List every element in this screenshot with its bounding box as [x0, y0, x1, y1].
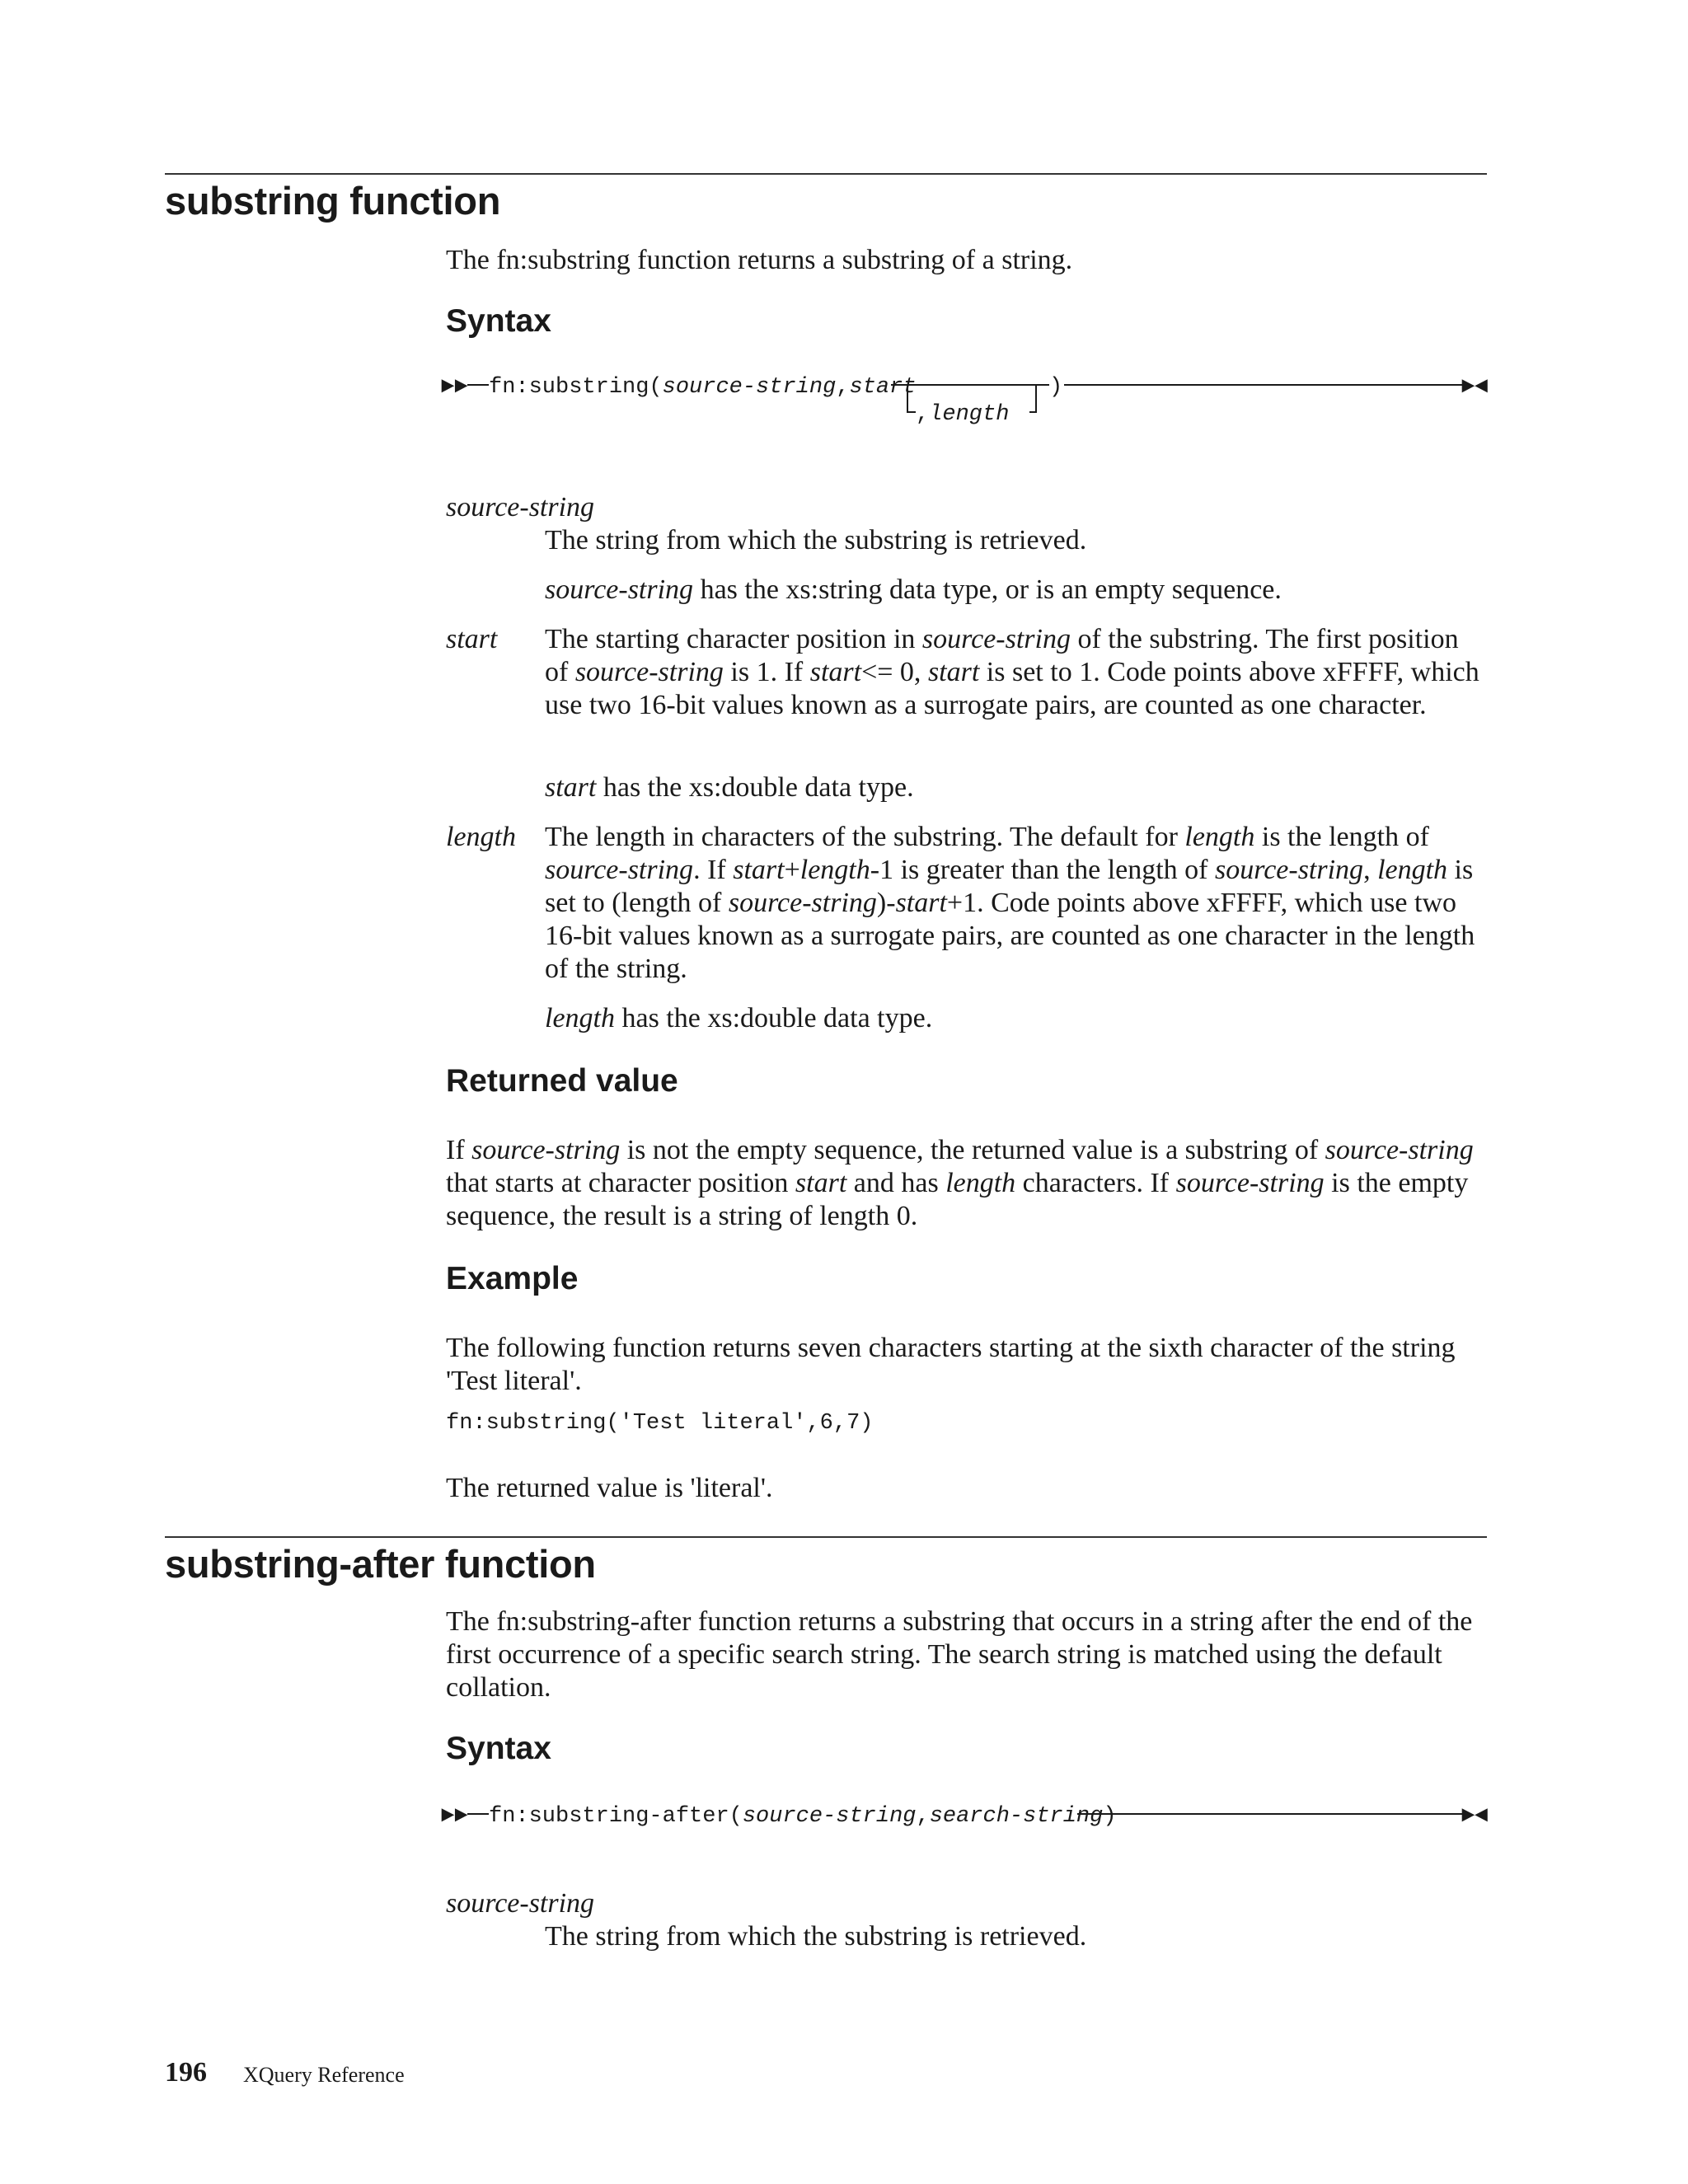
page-number: 196	[165, 2057, 207, 2088]
text-run-italic: source-string	[574, 657, 724, 687]
diagram-comma: ,	[916, 1804, 930, 1829]
diagram-comma: ,	[836, 375, 850, 400]
section-intro: The fn:substring function returns a substring of a string.	[446, 245, 1073, 275]
returned-value-heading: Returned value	[446, 1063, 678, 1099]
example-text: The following function returns seven characters starting at the sixth character of the string 'Test literal'.	[446, 1333, 1456, 1396]
section-title-substring-after: substring-after function	[165, 1542, 596, 1586]
diagram-func: fn:substring(	[489, 375, 663, 400]
text-run: +	[784, 855, 800, 885]
syntax-diagram-substring-after	[441, 1798, 1492, 1840]
text-run-italic: source-string	[471, 1135, 621, 1165]
text-run-italic: start	[733, 855, 785, 885]
text-run-italic: start	[895, 888, 947, 918]
text-run-italic: start	[927, 657, 980, 687]
diagram-func: fn:substring-after(	[489, 1804, 743, 1829]
section-divider	[165, 173, 1487, 175]
diagram-start-marker: ►►	[441, 1804, 468, 1829]
section-title-substring: substring function	[165, 179, 501, 223]
text-run: is set to (length of	[545, 855, 1474, 918]
diagram-expression	[489, 1804, 1117, 1829]
text-run-italic: source-string	[545, 855, 694, 885]
text-run-italic: length	[945, 1168, 1016, 1198]
diagram-arg-source-string: source-string	[742, 1804, 917, 1829]
param-term-source-string: source-string	[446, 492, 595, 523]
text-run-italic: source-string	[1215, 855, 1364, 885]
param-type-text: has the xs:string data type, or is an empty sequence.	[693, 574, 1282, 605]
diagram-arg-search-string: search-string	[929, 1804, 1104, 1829]
text-run: of the substring. The first position of	[545, 624, 1459, 687]
param-term-start: start	[446, 624, 498, 654]
text-run-italic: source-string	[728, 888, 877, 918]
param-type-text: has the xs:double data type.	[596, 772, 914, 803]
example-heading: Example	[446, 1261, 579, 1296]
text-run: is set to 1. Code points above xFFFF, which use two 16-bit values known as a surrogate pairs, are counted as one character.	[545, 657, 1479, 720]
text-run: . If	[693, 855, 734, 885]
diagram-optional-arg	[916, 402, 1009, 427]
returned-value-text	[446, 1134, 1489, 1233]
text-run: If	[446, 1135, 472, 1165]
diagram-close-paren: )	[1103, 1804, 1117, 1829]
param-type-text: has the xs:double data type.	[614, 1003, 933, 1033]
param-type-length	[545, 1002, 1489, 1035]
param-type-start	[545, 771, 1489, 804]
text-run: +1. Code points above xFFFF, which use two 16-bit values known as a surrogate pairs, are counted as one character in the length of the string.	[545, 888, 1475, 984]
text-run: and has	[846, 1168, 946, 1198]
example-code: fn:substring('Test literal',6,7)	[446, 1411, 874, 1436]
syntax-diagram-substring	[441, 369, 1492, 443]
syntax-heading: Syntax	[446, 303, 551, 339]
param-desc-source-string: The string from which the substring is retrieved.	[545, 1921, 1087, 1952]
text-run-italic: source-string	[921, 624, 1071, 654]
param-desc-length	[545, 821, 1489, 986]
text-run-italic: start	[795, 1168, 847, 1198]
text-run: )-	[876, 888, 896, 918]
section-divider	[165, 1536, 1487, 1538]
text-run-italic: length	[799, 855, 870, 885]
diagram-start-marker: ►►	[441, 375, 468, 400]
param-desc-start	[545, 623, 1489, 722]
diagram-close-paren: )	[1049, 375, 1063, 400]
text-run: -1 is greater than the length of	[870, 855, 1215, 885]
text-run: is 1. If	[723, 657, 810, 687]
text-run: is not the empty sequence, the returned value is a substring of	[620, 1135, 1325, 1165]
text-run: The length in characters of the substring. The default for	[545, 822, 1185, 852]
text-run: is the empty sequence, the result is a string of length 0.	[446, 1168, 1469, 1231]
section-intro: The fn:substring-after function returns a substring that occurs in a string after the end of the first occurrence of a specific search string. The search string is matched using the default collation.	[446, 1606, 1473, 1703]
diagram-arg-length: length	[929, 402, 1010, 427]
text-run-italic: source-string	[1325, 1135, 1474, 1165]
text-run-italic: length	[1377, 855, 1448, 885]
param-term-source-string: source-string	[446, 1888, 595, 1919]
param-term-length: length	[446, 822, 516, 852]
text-run: <= 0,	[861, 657, 928, 687]
param-type-name: start	[545, 772, 597, 803]
param-type-name: length	[545, 1003, 615, 1033]
param-type-name: source-string	[545, 574, 694, 605]
diagram-optional-comma: ,	[916, 402, 930, 427]
param-desc-source-string: The string from which the substring is retrieved.	[545, 525, 1087, 555]
diagram-arg-source-string: source-string	[662, 375, 837, 400]
text-run-italic: source-string	[1175, 1168, 1325, 1198]
text-run: ,	[1363, 855, 1378, 885]
diagram-end-marker: ►◄	[1461, 375, 1489, 400]
text-run: is the length of	[1254, 822, 1429, 852]
example-result: The returned value is 'literal'.	[446, 1473, 773, 1503]
syntax-heading: Syntax	[446, 1731, 551, 1766]
text-run: that starts at character position	[446, 1168, 795, 1198]
text-run-italic: start	[809, 657, 862, 687]
text-run: The starting character position in	[545, 624, 922, 654]
book-title: XQuery Reference	[243, 2063, 405, 2087]
text-run: characters. If	[1015, 1168, 1176, 1198]
diagram-arg-start: start	[849, 375, 917, 400]
text-run-italic: length	[1184, 822, 1255, 852]
param-type-source-string	[545, 574, 1489, 607]
diagram-end-marker: ►◄	[1461, 1804, 1489, 1829]
diagram-expression	[489, 375, 917, 400]
